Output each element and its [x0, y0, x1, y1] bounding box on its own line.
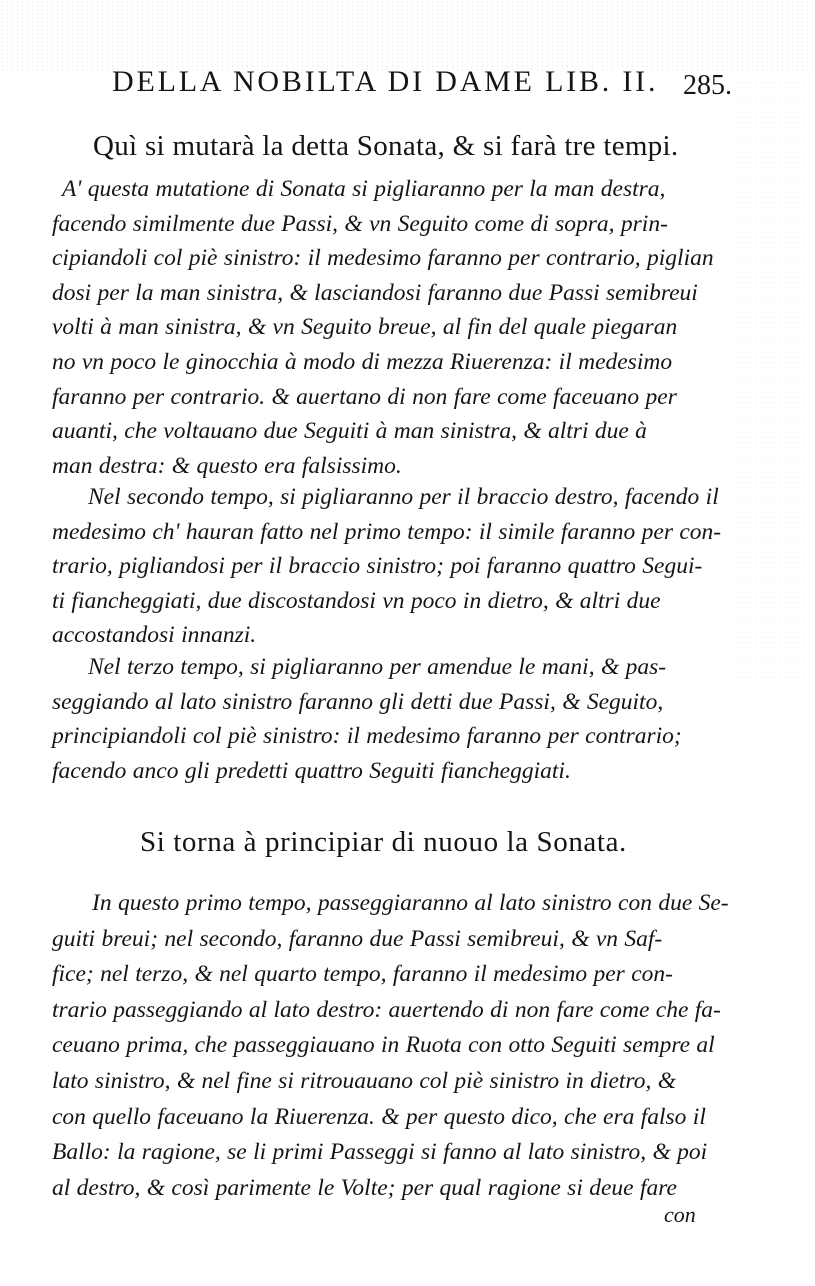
text-line: facendo similmente due Passi, & vn Seguito come di sopra, prin-	[52, 210, 668, 237]
text-line: ceuano prima, che passeggiauano in Ruota con otto Seguiti sempre al	[52, 1032, 715, 1059]
text-line: man destra: & questo era falsissimo.	[52, 452, 402, 479]
text-line: no vn poco le ginocchia à modo di mezza Riuerenza: il medesimo	[52, 348, 673, 375]
text-line: fice; nel terzo, & nel quarto tempo, faranno il medesimo per con-	[52, 961, 673, 988]
catchword: con	[664, 1202, 696, 1227]
page-number: 285.	[683, 70, 732, 101]
paper-speckle-top	[0, 0, 815, 70]
text-line: faranno per contrario. & auertano di non fare come faceuano per	[52, 383, 677, 410]
text-line: trario passeggiando al lato destro: auertendo di non fare come che fa-	[52, 996, 721, 1023]
paragraph-second-tempo	[52, 480, 742, 653]
text-line: cipiandoli col piè sinistro: il medesimo faranno per contrario, piglian	[52, 245, 714, 272]
text-line: Nel secondo tempo, si pigliaranno per il braccio destro, facendo il	[88, 484, 719, 510]
text-line: con quello faceuano la Riuerenza. & per questo dico, che era falso il	[52, 1103, 706, 1130]
text-line: ti fiancheggiati, due discostandosi vn poco in dietro, & altri due	[52, 587, 661, 614]
text-line: dosi per la man sinistra, & lasciandosi faranno due Passi semibreui	[52, 279, 698, 306]
text-line: principiandoli col piè sinistro: il medesimo faranno per contrario;	[52, 723, 682, 750]
paper-speckle-right	[735, 80, 815, 680]
text-line: accostandosi innanzi.	[52, 622, 257, 649]
text-line: Ballo: la ragione, se li primi Passeggi si fanno al lato sinistro, & poi	[52, 1139, 708, 1166]
text-line: Nel terzo tempo, si pigliaranno per amendue le mani, & pas-	[88, 654, 667, 680]
section-heading-mutation: Quì si mutarà la detta Sonata, & si farà tre tempi.	[93, 130, 679, 162]
text-line: auanti, che voltauano due Seguiti à man sinistra, & altri due à	[52, 418, 647, 445]
paragraph-third-tempo	[52, 650, 742, 788]
text-line: facendo anco gli predetti quattro Seguiti fiancheggiati.	[52, 757, 571, 784]
paragraph-first-tempo-return	[52, 886, 742, 1206]
text-line: In questo primo tempo, passeggiaranno al lato sinistro con due Se-	[92, 890, 729, 916]
paragraph-sonata-mutation	[52, 172, 742, 483]
text-line: volti à man sinistra, & vn Seguito breue, al fin del quale piegaran	[52, 314, 678, 341]
running-head-title: DELLA NOBILTA DI DAME LIB. II.	[112, 65, 659, 98]
text-line: al destro, & così parimente le Volte; per qual ragione si deue fare	[52, 1174, 677, 1201]
text-line: trario, pigliandosi per il braccio sinistro; poi faranno quattro Segui-	[52, 553, 703, 580]
text-line: lato sinistro, & nel fine si ritrouauano col piè sinistro in dietro, &	[52, 1067, 676, 1094]
text-line: guiti breui; nel secondo, faranno due Passi semibreui, & vn Saf-	[52, 925, 663, 952]
text-line: medesimo ch' hauran fatto nel primo tempo: il simile faranno per con-	[52, 518, 722, 545]
section-heading-return: Si torna à principiar di nuouo la Sonata.	[140, 826, 627, 858]
text-line: seggiando al lato sinistro faranno gli detti due Passi, & Seguito,	[52, 688, 664, 715]
text-line: A' questa mutatione di Sonata si pigliaranno per la man destra,	[62, 176, 666, 202]
